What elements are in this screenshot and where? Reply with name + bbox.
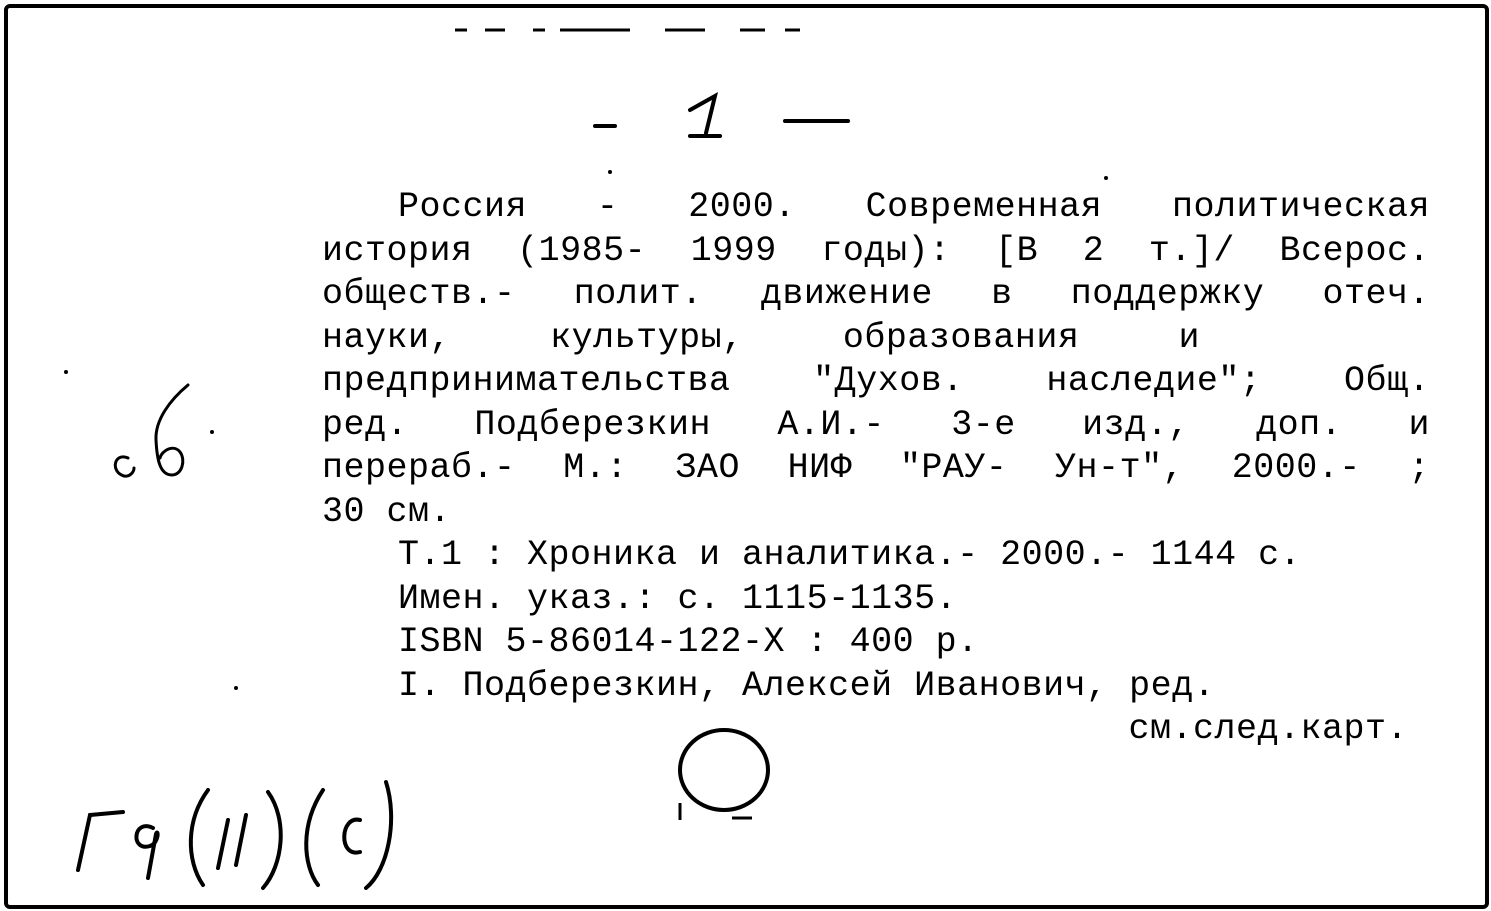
handwritten-shelf-mark: [68, 770, 408, 890]
scan-speck: [1104, 176, 1108, 180]
entry-line-5: предпринимательства "Духов. наследие"; Общ.: [322, 361, 1430, 401]
scan-speck: [608, 170, 612, 174]
handwritten-margin-note: [100, 380, 220, 490]
scan-speck: [64, 370, 68, 374]
entry-line-3: обществ.- полит. движение в поддержку отеч.: [322, 274, 1430, 314]
added-entry: I. Подберезкин, Алексей Иванович, ред.: [398, 665, 1216, 706]
scan-speck: [234, 686, 238, 690]
entry-line-6: ред. Подберезкин А.И.- 3-е изд., доп. и: [322, 404, 1430, 445]
isbn-line: ISBN 5-86014-122-X : 400 р.: [398, 622, 979, 662]
entry-line-7: перераб.- М.: ЗАО НИФ "РАУ- Ун-т", 2000.- ;: [322, 448, 1430, 488]
punch-hole-circle: [672, 728, 782, 828]
scan-noise-top: [455, 26, 800, 34]
continued-note: см.след.карт.: [1128, 709, 1408, 749]
size-line: 30 см.: [322, 491, 452, 532]
entry-line-4: науки, культуры, образования и: [322, 317, 1200, 358]
index-note: Имен. указ.: с. 1115-1135.: [398, 578, 958, 619]
catalog-entry: [322, 186, 1430, 752]
entry-line-2: история (1985- 1999 годы): [В 2 т.]/ Всерос.: [322, 230, 1430, 271]
entry-line-1: Россия - 2000. Современная политическая: [398, 187, 1430, 227]
page-number-mark: [590, 88, 860, 148]
scan-speck: [210, 430, 214, 434]
volume-line: Т.1 : Хроника и аналитика.- 2000.- 1144 с.: [398, 535, 1302, 575]
